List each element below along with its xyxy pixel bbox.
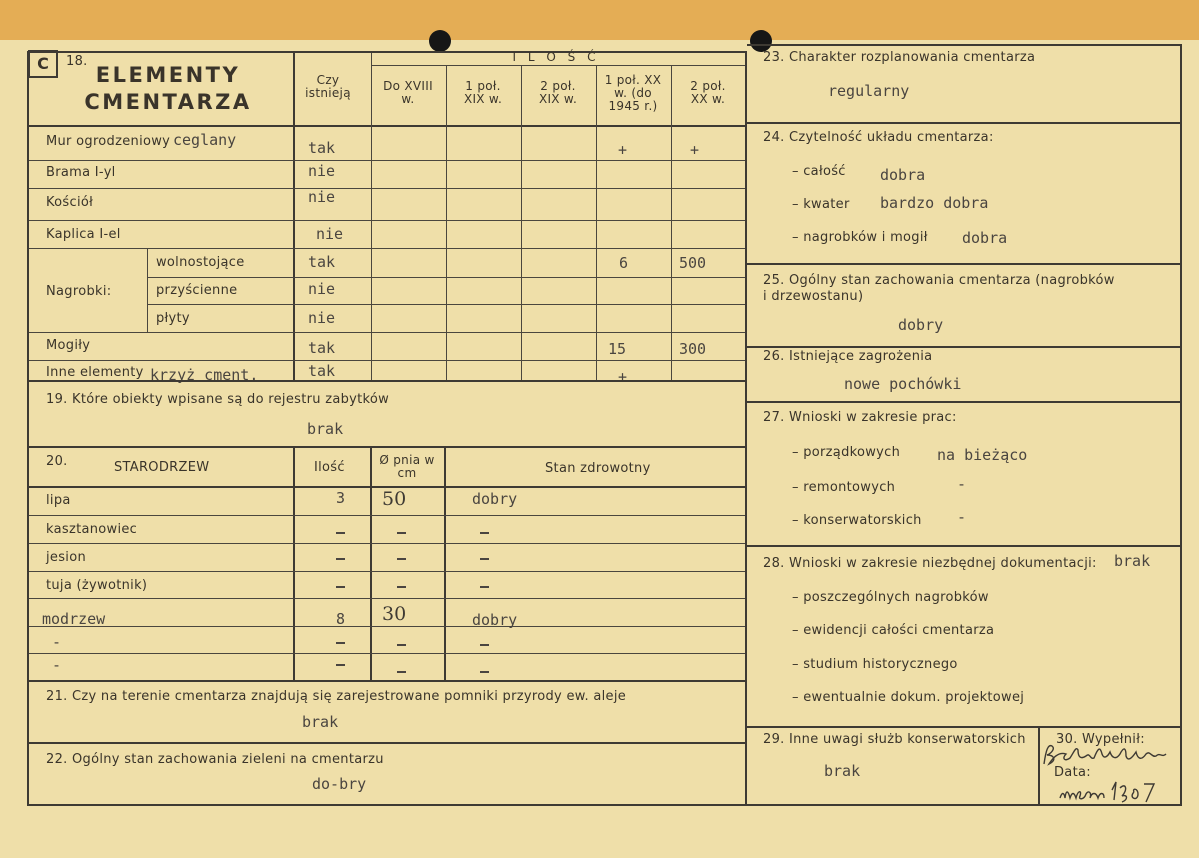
row-typed-mur: ceglany bbox=[173, 131, 237, 149]
section-29-label: 29. Inne uwagi służb konserwatorskich bbox=[763, 732, 1026, 747]
row-label-przysc: przyścienne bbox=[156, 283, 238, 298]
mogily-2xx: 300 bbox=[679, 340, 707, 358]
section-29-value: brak bbox=[824, 762, 861, 780]
row-label-nagrobki: Nagrobki: bbox=[46, 284, 112, 299]
row-label-wolno: wolnostojące bbox=[156, 255, 245, 270]
section-20-title: STARODRZEW bbox=[114, 460, 210, 475]
s27-item-value: na bieżąco bbox=[937, 446, 1028, 464]
dash-mark bbox=[480, 586, 489, 588]
s27-item-value: - bbox=[957, 475, 967, 493]
tree-name: - bbox=[52, 633, 62, 651]
tree-name: modrzew bbox=[42, 610, 106, 628]
dash-mark bbox=[397, 558, 406, 560]
s28-item: – studium historycznego bbox=[792, 657, 958, 672]
dash-mark bbox=[397, 644, 406, 646]
section-21-value: brak bbox=[302, 713, 339, 731]
section-18-title: ELEMENTY CMENTARZA bbox=[84, 63, 252, 114]
date-label: Data: bbox=[1054, 765, 1091, 780]
dash-mark bbox=[397, 671, 406, 673]
exists-wolno: tak bbox=[308, 253, 336, 271]
tree-name: lipa bbox=[46, 493, 71, 508]
s24-item-value: dobra bbox=[962, 229, 1008, 247]
row-label-plyty: płyty bbox=[156, 311, 190, 326]
col-diam-header: Ø pnia w cm bbox=[379, 453, 435, 480]
dash-mark bbox=[480, 532, 489, 534]
s24-item-value: bardzo dobra bbox=[880, 194, 989, 212]
row-typed-inne: krzyż cment. bbox=[150, 366, 259, 384]
s27-item-label: – remontowych bbox=[792, 480, 896, 495]
mur-2xx: + bbox=[690, 141, 700, 159]
s28-item: – ewidencji całości cmentarza bbox=[792, 623, 995, 638]
exists-przysc: nie bbox=[308, 280, 336, 298]
mur-1945: + bbox=[618, 141, 628, 159]
s28-item: – ewentualnie dokum. projektowej bbox=[792, 690, 1025, 705]
row-label-brama: Brama I-yl bbox=[46, 165, 116, 180]
s24-item-value: dobra bbox=[880, 166, 926, 184]
exists-plyty: nie bbox=[308, 309, 336, 327]
tree-qty: 8 bbox=[336, 610, 346, 628]
section-code-box: C bbox=[28, 50, 58, 78]
s24-item-label: – nagrobków i mogił bbox=[792, 230, 928, 245]
section-19-label: 19. Które obiekty wpisane są do rejestru zabytków bbox=[46, 392, 390, 407]
dash-mark bbox=[480, 671, 489, 673]
section-25-label-cont: i drzewostanu) bbox=[763, 289, 864, 304]
section-26-value: nowe pochówki bbox=[844, 375, 962, 393]
exists-brama: nie bbox=[308, 162, 336, 180]
date-handwritten bbox=[1056, 778, 1168, 806]
tree-name: - bbox=[52, 656, 62, 674]
s27-item-value: - bbox=[957, 508, 967, 526]
tree-name: kasztanowiec bbox=[46, 522, 138, 537]
col-stan-header: Stan zdrowotny bbox=[545, 461, 651, 476]
section-20-table bbox=[27, 446, 747, 682]
tree-name: jesion bbox=[46, 550, 86, 565]
section-20-number: 20. bbox=[46, 454, 68, 469]
dash-mark bbox=[480, 644, 489, 646]
record-card bbox=[22, 44, 1182, 804]
tree-diam: 50 bbox=[382, 488, 407, 510]
period-header-5: 2 poł. XX w. bbox=[690, 79, 726, 106]
section-25-label: 25. Ogólny stan zachowania cmentarza (nagrobków bbox=[763, 273, 1115, 288]
section-18-number: 18. bbox=[66, 54, 88, 69]
section-28-label: 28. Wnioski w zakresie niezbędnej dokumentacji: bbox=[763, 556, 1097, 571]
tape-strip bbox=[0, 0, 1199, 40]
section-30-label: 30. Wypełnił: bbox=[1056, 732, 1145, 747]
dash-mark bbox=[397, 532, 406, 534]
s24-item-label: – całość bbox=[792, 164, 846, 179]
section-23-label: 23. Charakter rozplanowania cmentarza bbox=[763, 50, 1036, 65]
period-header-2: 1 poł. XIX w. bbox=[463, 79, 503, 106]
dash-mark bbox=[336, 642, 345, 644]
dash-mark bbox=[480, 558, 489, 560]
section-22-label: 22. Ogólny stan zachowania zieleni na cmentarzu bbox=[46, 752, 384, 767]
period-header-3: 2 poł. XIX w. bbox=[538, 79, 578, 106]
section-28-value: brak bbox=[1114, 552, 1151, 570]
section-21-label: 21. Czy na terenie cmentarza znajdują się zarejestrowane pomniki przyrody ew. aleje bbox=[46, 689, 627, 704]
exists-mur: tak bbox=[308, 139, 336, 157]
section-25-value: dobry bbox=[898, 316, 944, 334]
col-ilosc-header: Ilość bbox=[314, 460, 345, 475]
dash-mark bbox=[336, 586, 345, 588]
tree-diam: 30 bbox=[382, 603, 407, 625]
row-label-kaplica: Kaplica I-el bbox=[46, 227, 121, 242]
ilosc-header: I L O Ś Ć bbox=[512, 50, 600, 64]
row-label-inne: Inne elementy bbox=[46, 365, 144, 380]
dash-mark bbox=[397, 586, 406, 588]
tree-state: dobry bbox=[472, 490, 518, 508]
s27-item-label: – konserwatorskich bbox=[792, 513, 922, 528]
tree-qty: 3 bbox=[336, 489, 346, 507]
dash-mark bbox=[336, 532, 345, 534]
s28-item: – poszczególnych nagrobków bbox=[792, 590, 989, 605]
row-label-kosciol: Kościół bbox=[46, 195, 94, 210]
exists-inne: tak bbox=[308, 362, 336, 380]
dash-mark bbox=[336, 664, 345, 666]
row-label-mogily: Mogiły bbox=[46, 338, 91, 353]
s24-item-label: – kwater bbox=[792, 197, 850, 212]
mogily-1945: 15 bbox=[608, 340, 627, 358]
wolno-2xx: 500 bbox=[679, 254, 707, 272]
row-label-mur: Mur ogrodzeniowy bbox=[46, 134, 171, 149]
wolno-1945: 6 bbox=[619, 254, 629, 272]
section-24-label: 24. Czytelność układu cmentarza: bbox=[763, 130, 994, 145]
section-19-value: brak bbox=[307, 420, 344, 438]
section-27-label: 27. Wnioski w zakresie prac: bbox=[763, 410, 957, 425]
period-header-4: 1 poł. XX w. (do 1945 r.) bbox=[604, 73, 662, 113]
section-26-label: 26. Istniejące zagrożenia bbox=[763, 349, 933, 364]
tree-name: tuja (żywotnik) bbox=[46, 578, 148, 593]
period-header-1: Do XVIII w. bbox=[383, 79, 433, 106]
exists-kaplica: nie bbox=[316, 225, 344, 243]
section-23-value: regularny bbox=[828, 82, 910, 100]
col-exists-header: Czy istnieją bbox=[305, 73, 351, 100]
exists-kosciol: nie bbox=[308, 188, 336, 206]
tree-state: dobry bbox=[472, 611, 518, 629]
section-19 bbox=[27, 380, 747, 448]
s27-item-label: – porządkowych bbox=[792, 445, 901, 460]
dash-mark bbox=[336, 558, 345, 560]
exists-mogily: tak bbox=[308, 339, 336, 357]
section-22-value: do-bry bbox=[312, 775, 367, 793]
inne-1945: + bbox=[618, 368, 628, 386]
